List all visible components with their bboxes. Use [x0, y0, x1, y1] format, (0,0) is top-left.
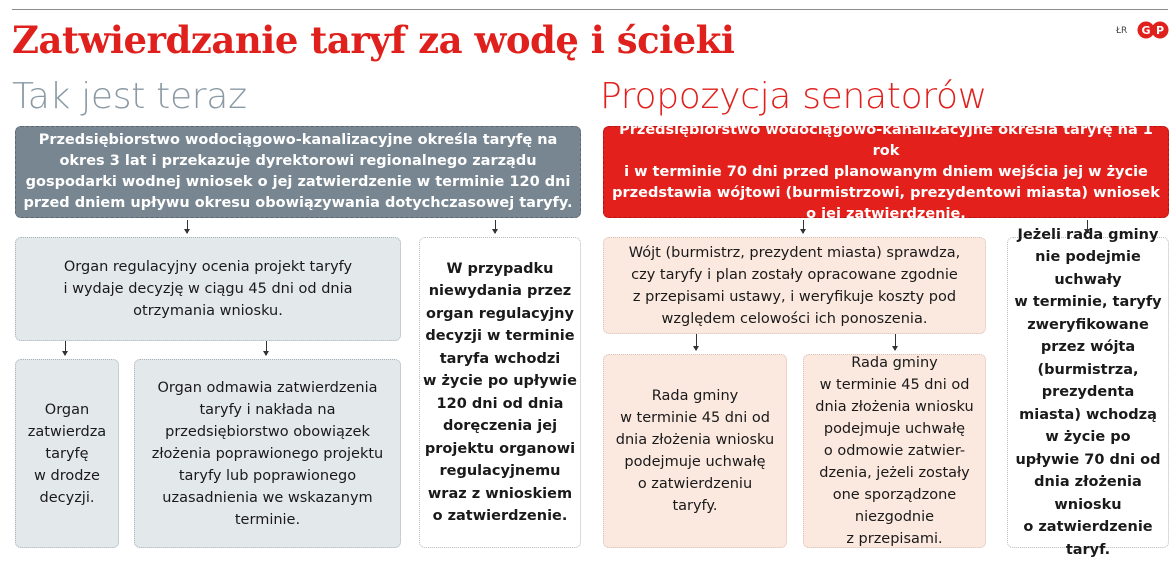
- arrow-down-icon: [187, 220, 188, 233]
- arrow-down-icon: [495, 220, 496, 233]
- right-bottom-b-box: [803, 354, 986, 548]
- arrow-down-icon: [895, 334, 896, 350]
- arrow-down-icon: [65, 341, 66, 355]
- left-mid-text: Organ regulacyjny ocenia projekt taryfy i wydaje decyzję w ciągu 45 dni od dnia otrzymania wniosku.: [63, 259, 353, 319]
- author-credit: ŁR: [1116, 26, 1128, 36]
- right-mid-box: [603, 237, 986, 334]
- left-bottom-a-text: Organ zatwierdza taryfę w drodze decyzji.: [27, 401, 107, 506]
- right-bottom-b-text: Rada gminy w terminie 45 dni od dnia złożenia wniosku podejmuje uchwałę o odmowie zatwier- dzenia, jeżeli zostały one sporządzone niezgodnie z przepisami.: [815, 355, 974, 547]
- right-side-text: Jeżeli rada gminy nie podejmie uchwały w terminie, taryfy zweryfikowane przez wójta (burmistrza, prezydenta miasta) wchodzą w życie po upływie 70 dni od dnia złożenia wniosku o zatwierdzenie taryf.: [1014, 226, 1162, 558]
- arrow-down-icon: [266, 341, 267, 355]
- right-bottom-a-text: Rada gminy w terminie 45 dni od dnia złożenia wniosku podejmuje uchwałę o zatwierdzeniu taryfy.: [615, 388, 775, 514]
- gp-logo-icon: [1136, 20, 1170, 40]
- infographic-title: Zatwierdzanie taryf za wodę i ścieki: [12, 18, 735, 62]
- left-column-heading: Tak jest teraz: [12, 76, 247, 117]
- right-top-box: [603, 121, 1169, 222]
- left-mid-box: [15, 237, 401, 341]
- left-top-box: [15, 126, 581, 218]
- left-bottom-b-text: Organ odmawia zatwierdzenia taryfy i nakłada na przedsiębiorstwo obowiązek złożenia poprawionego projektu taryfy lub poprawionego uzasadnienia we wskazanym terminie.: [151, 379, 384, 528]
- left-side-text: W przypadku niewydania przez organ regulacyjny decyzji w terminie taryfa wchodzi w życie po upływie 120 dni od dnia doręczenia jej projektu organowi regulacyjnemu wraz z wnioskiem o zatwierdzenie.: [423, 260, 577, 524]
- right-mid-text: Wójt (burmistrz, prezydent miasta) sprawdza, czy taryfy i plan zostały opracowane zgodnie z przepisami ustawy, i weryfikuje koszty pod względem celowości ich ponoszenia.: [628, 244, 961, 327]
- top-rule: [12, 9, 1168, 10]
- right-bottom-a-box: [603, 354, 787, 548]
- svg-text:P: P: [1155, 24, 1165, 37]
- left-side-box: [419, 237, 581, 548]
- left-bottom-a-box: [15, 359, 119, 548]
- svg-text:G: G: [1141, 24, 1151, 37]
- arrow-down-icon: [803, 220, 804, 233]
- left-bottom-b-box: [134, 359, 401, 548]
- left-top-text: Przedsiębiorstwo wodociągowo-kanalizacyjne określa taryfę na okres 3 lat i przekazuje dyrektorowi regionalnego zarządu gospodarki wodnej wniosek o jej zatwierdzenie w terminie 120 dni przed dniem upływu okresu obowiązywania dotychczasowej taryfy.: [23, 132, 573, 211]
- right-column-heading: Propozycja senatorów: [600, 76, 987, 117]
- right-side-box: [1007, 226, 1169, 558]
- arrow-down-icon: [696, 334, 697, 350]
- right-top-text: Przedsiębiorstwo wodociągowo-kanalizacyjne określa taryfę na 1 rok i w terminie 70 dni przed planowanym dniem wejścia jej w życie przedstawia wójtowi (burmistrzowi, prezydentowi miasta) wniosek o jej zatwierdzenie.: [612, 121, 1160, 222]
